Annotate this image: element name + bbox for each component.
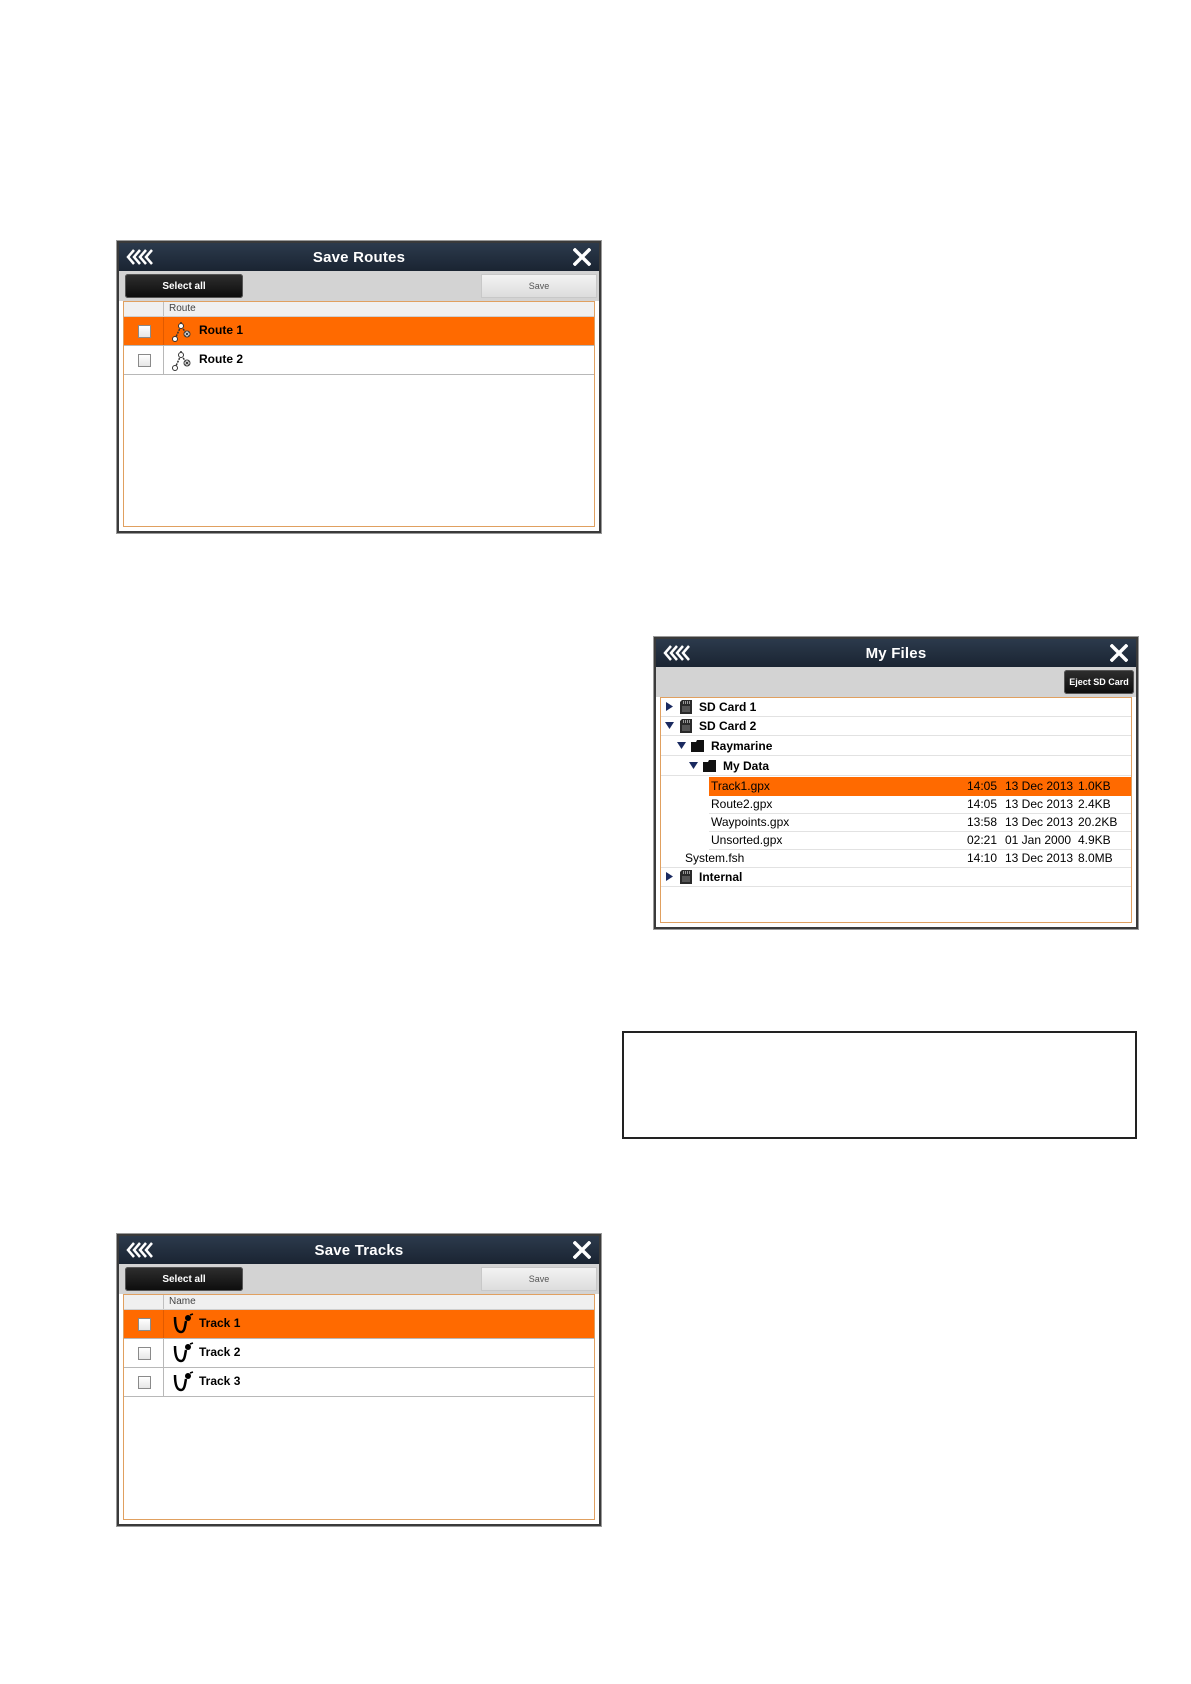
tree-item-label: My Data: [723, 759, 770, 773]
save-tracks-titlebar: [119, 1236, 599, 1264]
file-row[interactable]: [709, 813, 1131, 832]
route-row[interactable]: [124, 346, 594, 375]
route-checkbox[interactable]: [138, 354, 151, 367]
my-files-dialog: [654, 637, 1138, 929]
track-icon: [172, 1313, 194, 1335]
column-header-label: Name: [169, 1296, 196, 1307]
dialog-title: Save Routes: [312, 248, 406, 266]
close-icon[interactable]: [573, 1241, 591, 1259]
route-icon: [172, 349, 194, 371]
file-date: 13 Dec 2013: [1005, 779, 1074, 793]
file-time: 02:21: [967, 833, 998, 847]
select-all-button[interactable]: Select all: [125, 1267, 243, 1291]
save-button[interactable]: Save: [481, 274, 597, 298]
column-header: [124, 1295, 594, 1310]
save-routes-toolbar: [119, 271, 599, 301]
tree-item-internal[interactable]: [661, 868, 1131, 887]
tree-item-sd-card-1[interactable]: [661, 698, 1131, 717]
file-size: 2.4KB: [1078, 797, 1111, 811]
file-tree: [660, 697, 1132, 923]
file-time: 14:05: [967, 797, 998, 811]
file-date: 13 Dec 2013: [1005, 797, 1074, 811]
select-all-button[interactable]: Select all: [125, 274, 243, 298]
tracks-list: [123, 1294, 595, 1520]
file-name: Route2.gpx: [711, 797, 773, 811]
tree-item-my-data[interactable]: [661, 757, 1131, 776]
route-label: Route 1: [199, 323, 244, 337]
route-icon: [172, 320, 194, 342]
tree-item-label: Raymarine: [711, 739, 773, 753]
tree-item-raymarine[interactable]: [661, 737, 1131, 756]
file-date: 13 Dec 2013: [1005, 815, 1074, 829]
sd-card-icon: [679, 700, 693, 714]
file-size: 20.2KB: [1078, 815, 1118, 829]
track-checkbox[interactable]: [138, 1347, 151, 1360]
folder-icon: [703, 759, 717, 773]
tree-item-label: Internal: [699, 870, 743, 884]
file-time: 14:10: [967, 851, 998, 865]
track-checkbox[interactable]: [138, 1318, 151, 1331]
file-size: 4.9KB: [1078, 833, 1111, 847]
track-label: Track 3: [199, 1374, 241, 1388]
file-row[interactable]: [661, 849, 1131, 868]
dialog-title: My Files: [865, 644, 927, 662]
track-label: Track 1: [199, 1316, 241, 1330]
file-date: 01 Jan 2000: [1005, 833, 1072, 847]
expand-arrow-icon[interactable]: [665, 872, 674, 881]
back-icon[interactable]: [662, 644, 692, 662]
save-button[interactable]: Save: [481, 1267, 597, 1291]
back-icon[interactable]: [125, 1241, 155, 1259]
eject-sd-card-button[interactable]: Eject SD Card: [1064, 670, 1134, 694]
sd-card-icon: [679, 719, 693, 733]
file-name: Track1.gpx: [711, 779, 770, 793]
close-icon[interactable]: [1110, 644, 1128, 662]
file-size: 1.0KB: [1078, 779, 1111, 793]
column-header: [124, 302, 594, 317]
back-icon[interactable]: [125, 248, 155, 266]
routes-list: [123, 301, 595, 527]
route-label: Route 2: [199, 352, 244, 366]
tree-item-sd-card-2[interactable]: [661, 717, 1131, 736]
folder-icon: [691, 739, 705, 753]
track-icon: [172, 1342, 194, 1364]
track-label: Track 2: [199, 1345, 241, 1359]
track-row[interactable]: [124, 1339, 594, 1368]
file-date: 13 Dec 2013: [1005, 851, 1074, 865]
file-row[interactable]: [709, 777, 1131, 796]
save-tracks-toolbar: [119, 1264, 599, 1294]
track-row[interactable]: [124, 1368, 594, 1397]
save-tracks-dialog: [117, 1234, 601, 1526]
memory-icon: [679, 870, 693, 884]
my-files-titlebar: [656, 639, 1136, 667]
save-routes-titlebar: [119, 243, 599, 271]
file-time: 14:05: [967, 779, 998, 793]
file-name: Unsorted.gpx: [711, 833, 783, 847]
file-row[interactable]: [709, 831, 1131, 850]
route-checkbox[interactable]: [138, 325, 151, 338]
column-header-label: Route: [169, 303, 196, 314]
save-routes-dialog: [117, 241, 601, 533]
expand-arrow-icon[interactable]: [665, 702, 674, 711]
my-files-toolbar: [656, 667, 1136, 697]
tree-item-label: SD Card 2: [699, 719, 757, 733]
file-time: 13:58: [967, 815, 998, 829]
dialog-title: Save Tracks: [314, 1241, 404, 1259]
empty-note-box: [622, 1031, 1137, 1139]
collapse-arrow-icon[interactable]: [665, 721, 674, 730]
file-name: Waypoints.gpx: [711, 815, 790, 829]
file-size: 8.0MB: [1078, 851, 1113, 865]
tree-item-label: SD Card 1: [699, 700, 757, 714]
collapse-arrow-icon[interactable]: [689, 761, 698, 770]
close-icon[interactable]: [573, 248, 591, 266]
collapse-arrow-icon[interactable]: [677, 741, 686, 750]
track-checkbox[interactable]: [138, 1376, 151, 1389]
track-icon: [172, 1371, 194, 1393]
file-name: System.fsh: [685, 851, 745, 865]
route-row[interactable]: [124, 317, 594, 346]
track-row[interactable]: [124, 1310, 594, 1339]
file-row[interactable]: [709, 795, 1131, 814]
